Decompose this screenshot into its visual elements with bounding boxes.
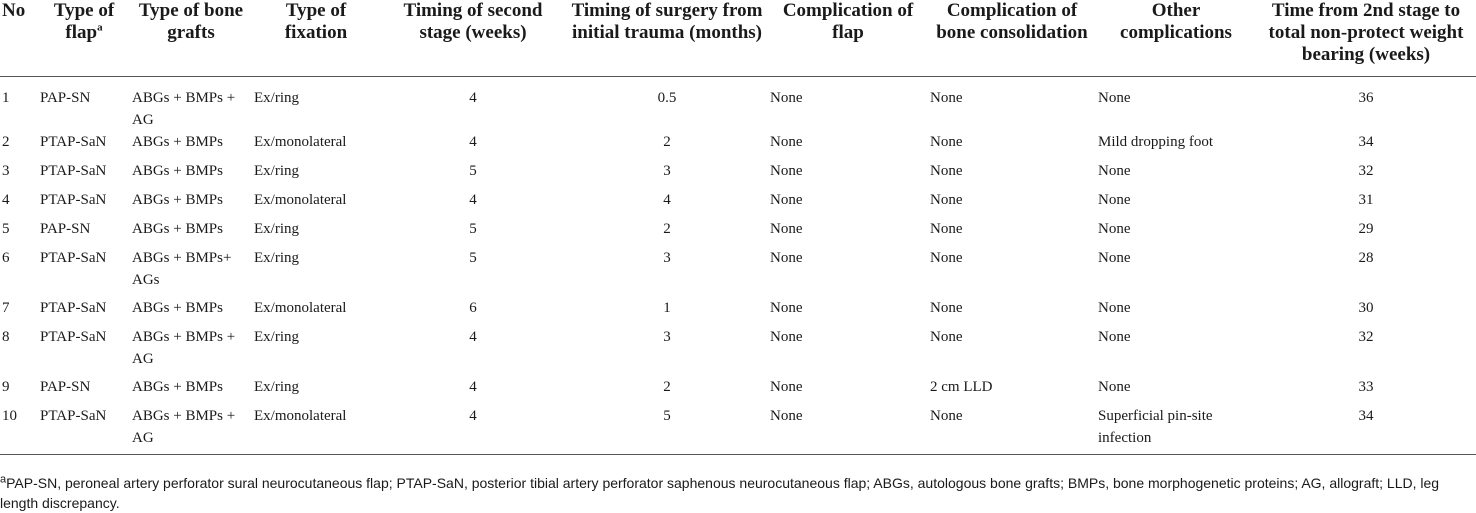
cell-surgery-timing: 3	[663, 162, 671, 179]
cell-no: 3	[2, 162, 10, 179]
cell-flap: PTAP-SaN	[40, 249, 107, 266]
cell-no: 8	[2, 328, 10, 345]
cell-flap-complication: None	[770, 249, 803, 266]
cell-surgery-timing: 2	[663, 220, 671, 237]
table-row	[0, 189, 1476, 218]
cell-bone-grafts: ABGs + BMPs + AG	[130, 405, 252, 455]
table-footnote	[0, 473, 1476, 513]
cell-second-stage: 5	[469, 220, 477, 237]
cell-flap-complication: None	[770, 378, 803, 395]
cell-bone-consolidation: 2 cm LLD	[930, 378, 993, 395]
col-header-weight-bearing: Time from 2nd stage to total non-protect weight bearing (weeks)	[1256, 0, 1476, 76]
cell-other-complications: None	[1098, 220, 1131, 237]
table-row	[0, 405, 1476, 455]
cell-no: 1	[2, 89, 10, 106]
col-header-bone-consolidation: Complication of bone consolidation	[928, 0, 1096, 76]
cell-surgery-timing: 2	[663, 133, 671, 150]
cell-fixation: Ex/ring	[254, 89, 299, 106]
cell-surgery-timing: 5	[566, 405, 768, 455]
cell-no: 2	[2, 133, 10, 150]
cell-bone-grafts: ABGs + BMPs	[132, 191, 223, 208]
cell-weight-bearing: 36	[1358, 89, 1374, 106]
header-row	[0, 0, 1476, 76]
cell-other-complications: None	[1098, 162, 1131, 179]
col-header-second-stage: Timing of second stage (weeks)	[380, 0, 566, 76]
cell-fixation: Ex/ring	[254, 220, 299, 237]
cell-weight-bearing: 32	[1358, 328, 1374, 345]
table-row	[0, 76, 1476, 131]
cell-bone-grafts: ABGs + BMPs + AG	[132, 328, 236, 367]
cell-surgery-timing: 3	[663, 328, 671, 345]
cell-weight-bearing: 29	[1358, 220, 1374, 237]
cell-surgery-timing: 0.5	[657, 89, 677, 106]
cell-second-stage: 5	[469, 249, 477, 266]
cell-no: 5	[2, 220, 10, 237]
cell-surgery-timing: 3	[663, 249, 671, 266]
table-row	[0, 376, 1476, 405]
cell-fixation: Ex/monolateral	[254, 191, 347, 208]
cell-flap-complication: None	[770, 299, 803, 316]
table-row	[0, 218, 1476, 247]
cell-fixation: Ex/ring	[254, 328, 299, 345]
table-body	[0, 76, 1476, 455]
cell-flap-complication: None	[770, 133, 803, 150]
cell-other-complications: None	[1098, 89, 1131, 106]
cell-surgery-timing: 4	[663, 191, 671, 208]
cell-bone-consolidation: None	[930, 299, 963, 316]
col-header-flap-complication: Complication of flap	[768, 0, 928, 76]
cell-bone-consolidation: None	[928, 405, 1096, 455]
table-row	[0, 247, 1476, 297]
cell-flap: PAP-SN	[40, 89, 91, 106]
cell-second-stage: 4	[469, 133, 477, 150]
cell-other-complications: None	[1098, 191, 1131, 208]
cell-weight-bearing: 33	[1358, 378, 1374, 395]
cell-bone-consolidation: None	[930, 220, 963, 237]
col-header-surgery-timing: Timing of surgery from initial trauma (months)	[566, 0, 768, 76]
cell-fixation: Ex/monolateral	[252, 405, 380, 455]
cell-fixation: Ex/monolateral	[254, 299, 347, 316]
cell-other-complications: None	[1098, 328, 1131, 345]
col-header-fixation: Type of fixation	[252, 0, 380, 76]
table-row	[0, 160, 1476, 189]
cell-bone-grafts: ABGs + BMPs	[132, 133, 223, 150]
cell-bone-consolidation: None	[930, 162, 963, 179]
cell-surgery-timing: 1	[663, 299, 671, 316]
cell-flap: PTAP-SaN	[40, 328, 107, 345]
cell-flap: PTAP-SaN	[38, 405, 130, 455]
cell-weight-bearing: 32	[1358, 162, 1374, 179]
cell-flap-complication: None	[770, 328, 803, 345]
cell-no: 10	[0, 405, 38, 455]
cell-other-complications: None	[1098, 299, 1131, 316]
cell-bone-consolidation: None	[930, 89, 963, 106]
cell-weight-bearing: 34	[1256, 405, 1476, 455]
cell-bone-consolidation: None	[930, 133, 963, 150]
cell-flap: PAP-SN	[40, 220, 91, 237]
cell-weight-bearing: 30	[1358, 299, 1374, 316]
cell-no: 4	[2, 191, 10, 208]
table-row	[0, 131, 1476, 160]
cell-other-complications: None	[1098, 378, 1131, 395]
cell-second-stage: 6	[469, 299, 477, 316]
cell-flap-complication: None	[770, 191, 803, 208]
cell-other-complications: Superficial pin-site infection	[1096, 405, 1256, 455]
col-header-bone-grafts: Type of bone grafts	[130, 0, 252, 76]
table-row	[0, 326, 1476, 376]
footnote-text: PAP-SN, peroneal artery perforator sural neurocutaneous flap; PTAP-SaN, posterior tibial artery perforator saphenous neurocutaneous flap; ABGs, autologous bone grafts; BMPs, bone morphogenetic proteins; AG, allograft; LLD, leg length discrepancy.	[0, 475, 1440, 511]
cell-weight-bearing: 28	[1358, 249, 1374, 266]
cell-weight-bearing: 34	[1358, 133, 1374, 150]
cell-surgery-timing: 2	[663, 378, 671, 395]
cell-second-stage: 4	[469, 378, 477, 395]
cell-bone-grafts: ABGs + BMPs+ AGs	[132, 249, 232, 288]
col-header-flap: Type of flap$^a$	[38, 0, 130, 76]
cell-flap: PTAP-SaN	[40, 133, 107, 150]
cell-no: 6	[2, 249, 10, 266]
cell-second-stage: 5	[469, 162, 477, 179]
cell-second-stage: 4	[469, 191, 477, 208]
cell-bone-consolidation: None	[930, 328, 963, 345]
cell-flap: PTAP-SaN	[40, 299, 107, 316]
cell-second-stage: 4	[469, 328, 477, 345]
cell-flap: PAP-SN	[40, 378, 91, 395]
cell-weight-bearing: 31	[1358, 191, 1374, 208]
cell-bone-grafts: ABGs + BMPs + AG	[132, 89, 236, 128]
cell-flap-complication: None	[770, 89, 803, 106]
cell-flap-complication: None	[770, 220, 803, 237]
cell-no: 7	[2, 299, 10, 316]
cell-bone-consolidation: None	[930, 191, 963, 208]
col-header-no: No	[0, 0, 38, 76]
cell-bone-consolidation: None	[930, 249, 963, 266]
cell-fixation: Ex/monolateral	[254, 133, 347, 150]
cell-fixation: Ex/ring	[254, 378, 299, 395]
cell-fixation: Ex/ring	[254, 249, 299, 266]
cell-no: 9	[2, 378, 10, 395]
cell-other-complications: Mild dropping foot	[1098, 133, 1213, 150]
cell-flap-complication: None	[768, 405, 928, 455]
cell-second-stage: 4	[380, 405, 566, 455]
cell-flap: PTAP-SaN	[40, 162, 107, 179]
cell-other-complications: None	[1098, 249, 1131, 266]
cell-bone-grafts: ABGs + BMPs	[132, 162, 223, 179]
footnote-marker: a	[0, 473, 7, 486]
cell-fixation: Ex/ring	[254, 162, 299, 179]
cell-bone-grafts: ABGs + BMPs	[132, 220, 223, 237]
cell-flap: PTAP-SaN	[40, 191, 107, 208]
col-header-other-complications: Other complications	[1096, 0, 1256, 76]
footnote-marker: a	[97, 21, 103, 34]
cell-flap-complication: None	[770, 162, 803, 179]
cell-second-stage: 4	[469, 89, 477, 106]
table-row	[0, 297, 1476, 326]
cell-bone-grafts: ABGs + BMPs	[132, 378, 223, 395]
cell-bone-grafts: ABGs + BMPs	[132, 299, 223, 316]
